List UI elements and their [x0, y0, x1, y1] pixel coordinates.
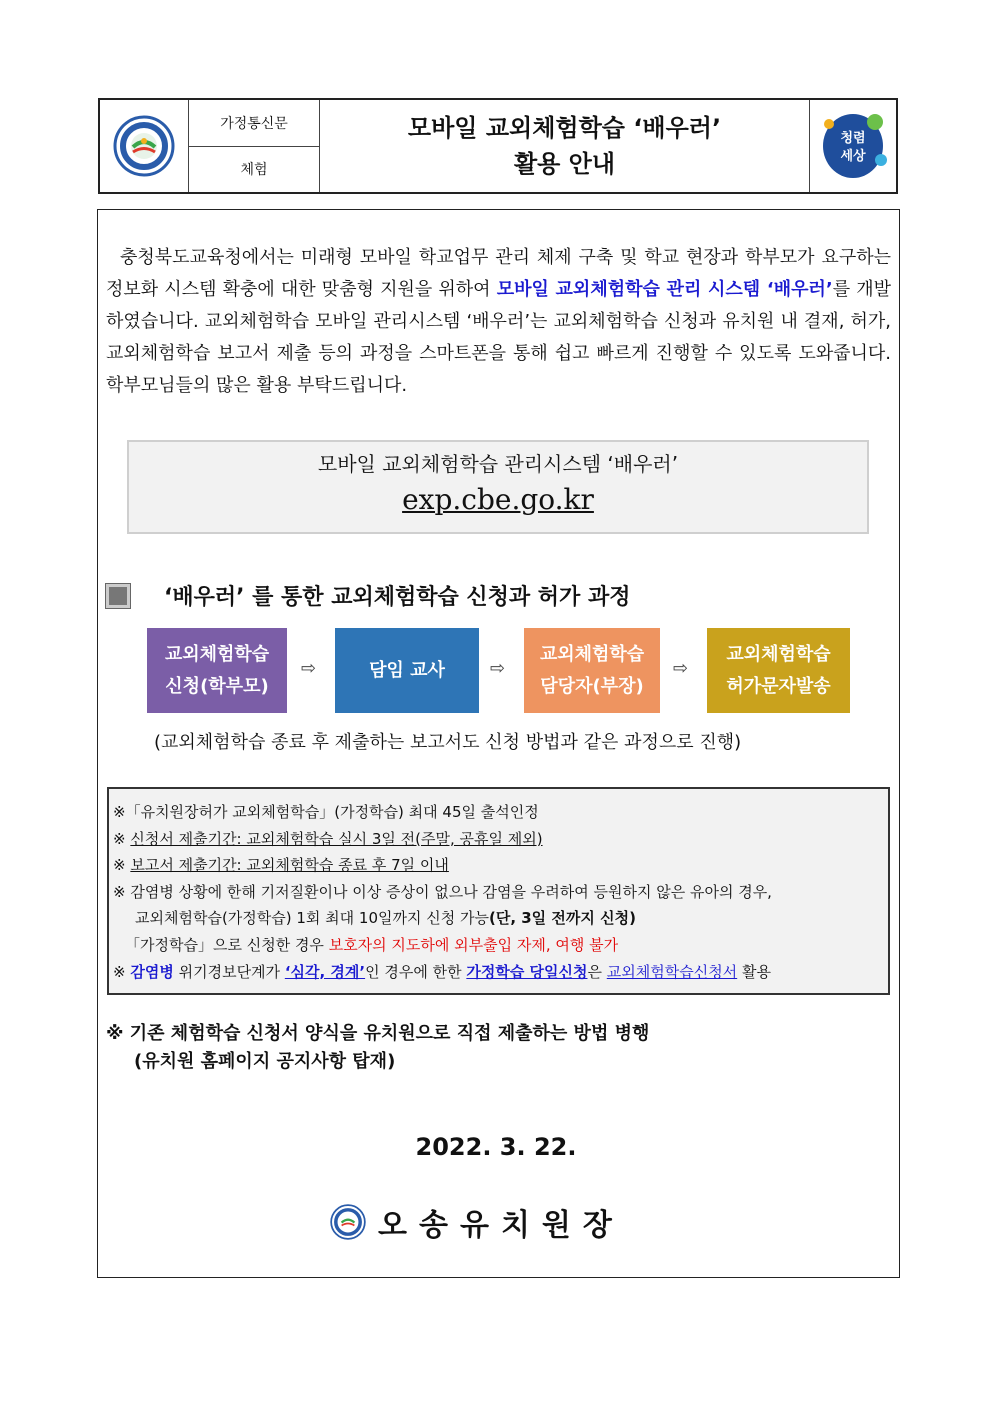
note-item — [113, 959, 882, 986]
step-4-line-2: 허가문자발송 — [726, 675, 831, 697]
additional-line-1: ※ 기존 체험학습 신청서 양식을 유치원으로 직접 제출하는 방법 병행 — [106, 1023, 650, 1044]
note-item — [113, 826, 882, 853]
note-text: 교외체험학습(가정학습) 1회 최대 10일까지 신청 가능 — [135, 909, 489, 928]
note-text: 보고서 제출기간: 교외체험학습 종료 후 7일 이내 — [130, 856, 449, 875]
note-text: 「가정학습」으로 신청한 경우 — [125, 935, 329, 954]
process-title-text: ‘배우러’ 를 통한 교외체험학습 신청과 허가 과정 — [164, 585, 631, 610]
kindergarten-logo-cell — [100, 100, 189, 192]
note-text-blue: 가정학습 당일신청 — [466, 962, 588, 981]
step-manager — [524, 628, 660, 713]
note-text-blue: 감염병 — [130, 962, 174, 981]
note-text: 위기경보단계가 — [173, 962, 285, 981]
note-text: 은 — [587, 962, 607, 981]
note-text: 감염병 상황에 한해 기저질환이나 이상 증상이 없으나 감염을 우려하여 등원하지 않은 유아의 경우, — [130, 882, 772, 901]
note-text-blue: ‘심각, 경계’ — [284, 962, 366, 981]
title-line-2: 활용 안내 — [513, 150, 616, 178]
note-item — [113, 852, 882, 879]
document-header — [98, 98, 898, 194]
note-mark: ※ — [113, 829, 126, 848]
note-text-red: 보호자의 지도하에 외부출입 자제, 여행 불가 — [328, 935, 619, 954]
note-text-bold: (단, 3일 전까지 신청) — [488, 909, 636, 928]
note-text-blue: 교외체험학습신청서 — [606, 962, 738, 981]
additional-notice — [106, 1020, 649, 1076]
intro-paragraph — [106, 242, 891, 402]
header-meta — [189, 100, 320, 192]
kindergarten-emblem-icon — [113, 115, 175, 177]
additional-line-2: (유치원 홈페이지 공지사항 탑재) — [134, 1051, 396, 1072]
integrity-logo-text-2: 세상 — [840, 149, 866, 164]
notice-type: 체험 — [240, 162, 268, 179]
intro-text-1: 충청북도교육청에서는 미래형 모바일 학교업무 관리 체제 구축 및 학교 현장과 학부모가 요구하는 정보화 시스템 확충에 대한 맞춤형 지원을 위하여 — [106, 247, 891, 300]
note-mark: ※ — [113, 856, 126, 875]
step-2-line-1: 담임 교사 — [369, 659, 445, 681]
note-mark: ※ — [113, 882, 126, 901]
document-date: 2022. 3. 22. — [415, 1133, 577, 1161]
arrow-right-icon: ⇨ — [301, 658, 317, 679]
arrow-right-icon: ⇨ — [490, 658, 506, 679]
title-line-1: 모바일 교외체험학습 ‘배우러’ — [407, 114, 722, 142]
note-mark: ※ — [113, 962, 126, 981]
note-item — [113, 799, 882, 826]
note-text: 신청서 제출기간: 교외체험학습 실시 3일 전(주말, 공휴일 제외) — [130, 829, 543, 848]
notes-box — [107, 787, 890, 995]
note-text: 인 경우에 한한 — [365, 962, 467, 981]
note-item — [113, 905, 882, 932]
square-bullet-icon — [106, 584, 130, 608]
signature-block — [330, 1200, 624, 1244]
step-homeroom-teacher — [335, 628, 479, 713]
note-text: 「유치원장허가 교외체험학습」(가정학습) 최대 45일 출석인정 — [125, 803, 539, 821]
system-info-box — [127, 440, 869, 534]
system-name: 모바일 교외체험학습 관리시스템 ‘배우러’ — [317, 452, 679, 476]
intro-text-2: 를 개발하였습니다. 교외체험학습 모바일 관리시스템 ‘배우러’는 교외체험학습 신청과 유치원 내 결재, 허가, 교외체험학습 보고서 제출 등의 과정을 스마트폰을 통해 쉽고 빠르게 진행할 수 있도록 도와줍니다. 학부모님들의 많은 활용 부탁드립니다. — [106, 279, 892, 396]
process-note: (교외체험학습 종료 후 제출하는 보고서도 신청 방법과 같은 과정으로 진행) — [154, 732, 742, 753]
system-url-link[interactable]: exp.cbe.go.kr — [402, 483, 594, 516]
step-3-line-1: 교외체험학습 — [539, 643, 645, 665]
step-1-line-2: 신청(학부모) — [165, 675, 269, 697]
notice-category: 가정통신문 — [189, 100, 319, 147]
note-item — [113, 932, 882, 959]
note-text: 활용 — [737, 962, 771, 981]
integrity-logo-text-1: 청렴 — [840, 131, 866, 146]
process-section-title — [106, 580, 630, 611]
note-mark: ※ — [113, 803, 126, 821]
kindergarten-emblem-icon — [330, 1204, 366, 1240]
signature-text: 오송유치원장 — [378, 1208, 624, 1243]
integrity-logo-icon — [815, 106, 891, 186]
note-item — [113, 879, 882, 906]
step-application — [147, 628, 287, 713]
page-title — [320, 100, 810, 192]
step-permission-sms — [707, 628, 850, 713]
step-1-line-1: 교외체험학습 — [164, 643, 270, 665]
intro-highlight: 모바일 교외체험학습 관리 시스템 ‘배우러’ — [496, 279, 833, 300]
step-3-line-2: 담당자(부장) — [540, 675, 644, 697]
integrity-logo-cell — [810, 100, 896, 192]
step-4-line-1: 교외체험학습 — [726, 643, 831, 665]
arrow-right-icon: ⇨ — [673, 658, 689, 679]
